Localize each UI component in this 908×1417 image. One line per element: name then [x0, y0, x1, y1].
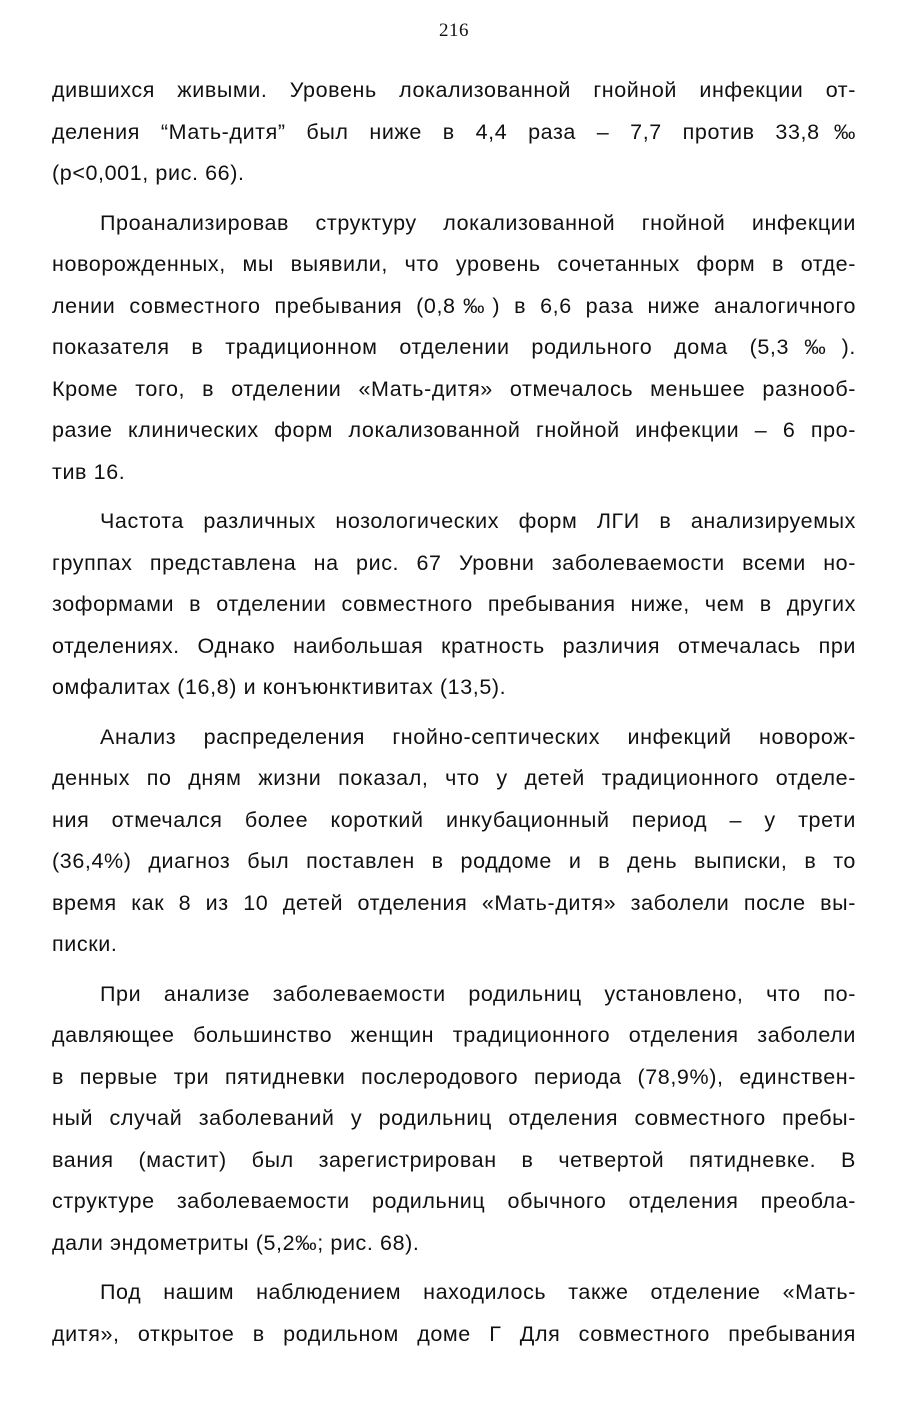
text-line: денных по дням жизни показал, что у детей традиционного отделе-: [52, 766, 856, 790]
text-line: ния отмечался более короткий инкубационный период – у трети: [52, 807, 856, 832]
text-line: Проанализировав структуру локализованной гнойной инфекции: [100, 210, 856, 235]
text-line: При анализе заболеваемости родильниц установлено, что по-: [100, 981, 856, 1006]
text-line: Кроме того, в отделении «Мать-дитя» отмечалось меньшее разнооб-: [52, 376, 856, 401]
text-line: деления “Мать-дитя” был ниже в 4,4 раза – 7,7 против 33,8‰: [52, 119, 856, 144]
text-line: дитя», открытое в родильном доме Г Для совместного пребывания: [52, 1321, 856, 1346]
text-line: Под нашим наблюдением находилось также отделение «Мать-: [100, 1280, 856, 1304]
text-line: структуре заболеваемости родильниц обычного отделения преобла-: [52, 1189, 856, 1213]
paragraph: [52, 1272, 856, 1355]
text-line: разие клинических форм локализованной гнойной инфекции – 6 про-: [52, 418, 856, 442]
page-number: 216: [439, 20, 469, 41]
text-line: вания (мастит) был зарегистрирован в четвертой пятидневке. В: [52, 1147, 856, 1172]
text-line: отделениях. Однако наибольшая кратность различия отмечалась при: [52, 633, 856, 658]
text-line: ный случай заболеваний у родильниц отделения совместного пребы-: [52, 1106, 856, 1130]
text-line: время как 8 из 10 детей отделения «Мать-дитя» заболели после вы-: [52, 890, 856, 915]
document-body: [52, 70, 856, 1355]
text-line: лении совместного пребывания (0,8‰) в 6,6 раза ниже аналогичного: [52, 293, 856, 318]
text-line: показателя в традиционном отделении родильного дома (5,3‰).: [52, 335, 856, 359]
text-line: (36,4%) диагноз был поставлен в роддоме и в день выписки, в то: [52, 849, 856, 873]
text-line: Анализ распределения гнойно-септических инфекций новорож-: [100, 724, 856, 749]
text-line: тив 16.: [52, 459, 126, 484]
text-line: дали эндометриты (5,2‰; рис. 68).: [52, 1230, 420, 1255]
paragraph: [52, 501, 856, 709]
text-line: группах представлена на рис. 67 Уровни заболеваемости всеми но-: [52, 550, 856, 575]
paragraph: [52, 717, 856, 966]
text-line: новорожденных, мы выявили, что уровень сочетанных форм в отде-: [52, 252, 856, 276]
text-line: Частота различных нозологических форм ЛГИ в анализируемых: [100, 509, 856, 533]
text-line: дившихся живыми. Уровень локализованной гнойной инфекции от-: [52, 78, 856, 102]
paragraph: [52, 70, 856, 195]
text-line: (p<0,001, рис. 66).: [52, 161, 245, 185]
text-line: зоформами в отделении совместного пребывания ниже, чем в других: [52, 592, 856, 616]
text-line: омфалитах (16,8) и конъюнктивитах (13,5).: [52, 675, 507, 699]
paragraph: [52, 974, 856, 1265]
text-line: давляющее большинство женщин традиционного отделения заболели: [52, 1023, 856, 1047]
paragraph: [52, 203, 856, 494]
text-line: писки.: [52, 932, 118, 956]
text-line: в первые три пятидневки послеродового периода (78,9%), единствен-: [52, 1064, 856, 1089]
